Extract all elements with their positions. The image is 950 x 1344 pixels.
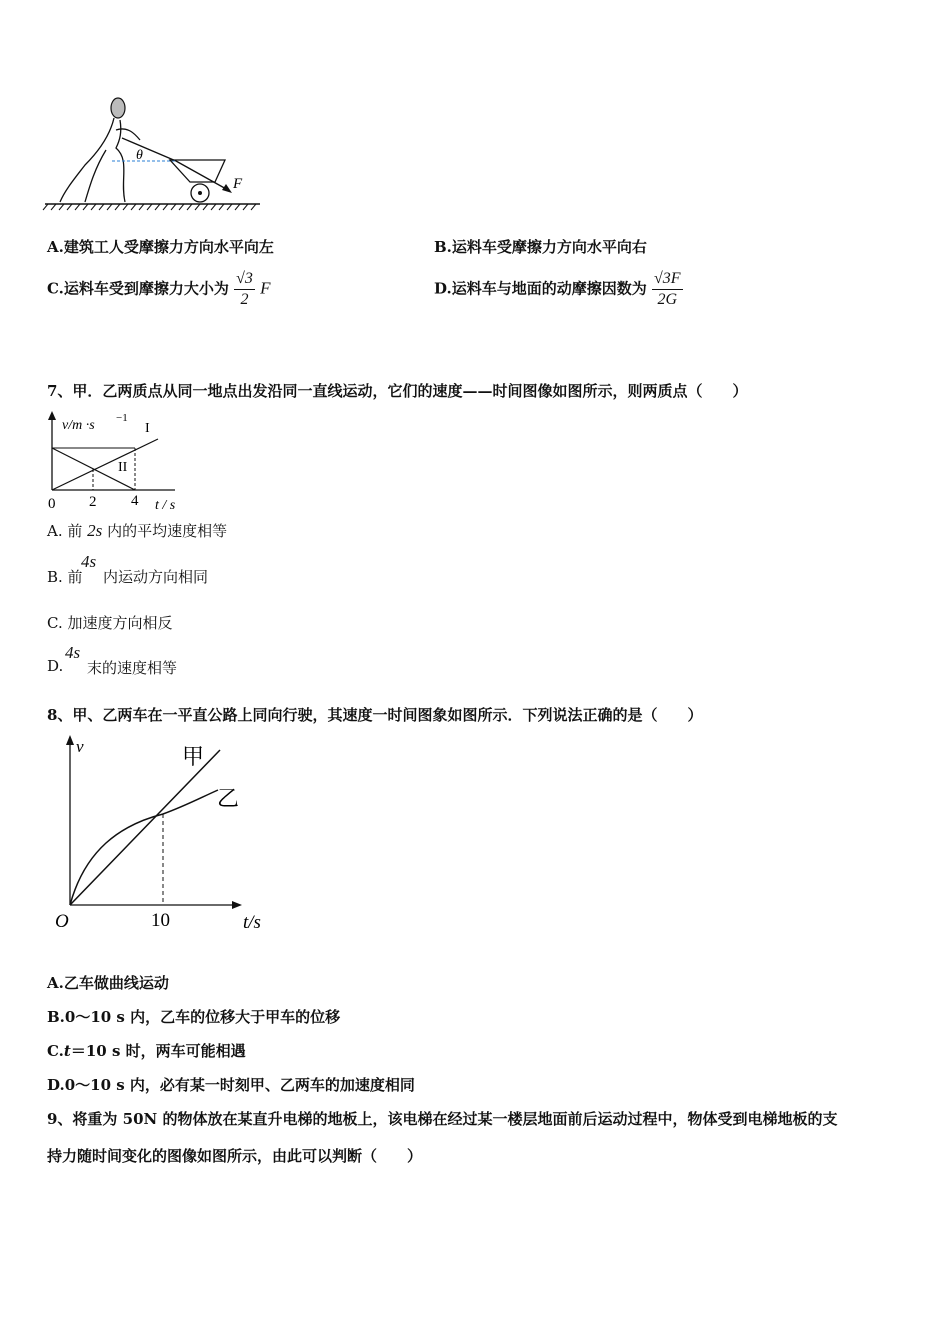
q7-option-a-symbol: 2s bbox=[87, 521, 103, 540]
series-i-line bbox=[52, 439, 158, 490]
q7-option-d-symbol: 4s bbox=[65, 643, 81, 662]
q6-option-c-fraction bbox=[234, 270, 255, 309]
q7-option-a bbox=[47, 520, 227, 541]
q6-option-a: A.建筑工人受摩擦力方向水平向左 bbox=[47, 238, 274, 256]
q6-option-d-numerator: √3F bbox=[652, 270, 683, 290]
q7-tick-0: 0 bbox=[48, 496, 56, 512]
q7-series-label-ii: II bbox=[118, 460, 128, 475]
q6-option-d-text: D.运料车与地面的动摩擦因数为 bbox=[434, 279, 647, 298]
q9-stem-line1: 9、将重为 50N 的物体放在某直升电梯的地板上，该电梯在经过某一楼层地面前后运动过程中，物体受到电梯地板的支 bbox=[47, 1110, 838, 1128]
q8-option-d: D.0～10 s 内，必有某一时刻甲、乙两车的加速度相同 bbox=[47, 1076, 415, 1094]
theta-label: θ bbox=[136, 148, 143, 163]
q8-tick-10: 10 bbox=[151, 910, 170, 931]
q7-option-d-prefix: D. bbox=[47, 657, 64, 675]
q7-tick-2: 2 bbox=[89, 494, 97, 510]
force-label: F bbox=[233, 176, 243, 192]
q6-option-c-denominator: 2 bbox=[240, 291, 249, 308]
q6-option-c-force: F bbox=[260, 278, 271, 298]
q6-option-c bbox=[47, 270, 271, 309]
q8-option-c bbox=[47, 1040, 246, 1061]
q8-series-label-jia: 甲 bbox=[182, 744, 205, 769]
q6-option-d-fraction bbox=[652, 270, 683, 309]
q7-tick-4: 4 bbox=[131, 493, 139, 509]
q8-vt-graph bbox=[50, 730, 280, 940]
q8-origin-label: O bbox=[55, 911, 69, 932]
q8-stem: 8、甲、乙两车在一平直公路上同向行驶，其速度一时间图象如图所示．下列说法正确的是（ ） bbox=[47, 706, 703, 724]
q7-stem: 7、甲．乙两质点从同一地点出发沿同一直线运动，它们的速度——时间图像如图所示，则两质点（ ） bbox=[47, 382, 748, 400]
q7-option-c: C. 加速度方向相反 bbox=[47, 614, 173, 632]
q7-ylabel-exp: −1 bbox=[116, 412, 128, 424]
q7-option-a-text: 内的平均速度相等 bbox=[107, 522, 228, 540]
q6-option-d-denominator: 2G bbox=[657, 291, 677, 308]
worker-cart-figure bbox=[40, 90, 270, 215]
series-jia-line bbox=[70, 750, 220, 905]
q7-option-b bbox=[47, 552, 247, 590]
q8-option-b: B.0～10 s 内，乙车的位移大于甲车的位移 bbox=[47, 1008, 341, 1026]
q8-ylabel: v bbox=[76, 737, 84, 756]
q7-ylabel: v/m ·s bbox=[62, 418, 95, 433]
q9-stem-line2: 持力随时间变化的图像如图所示，由此可以判断（ ） bbox=[47, 1147, 423, 1165]
q6-option-c-text: C.运料车受到摩擦力大小为 bbox=[47, 279, 229, 298]
q8-option-a: A.乙车做曲线运动 bbox=[47, 974, 169, 992]
q6-option-c-numerator: √3 bbox=[234, 270, 255, 290]
series-yi-curve bbox=[70, 790, 218, 905]
q6-option-d bbox=[434, 270, 683, 309]
q8-series-label-yi: 乙 bbox=[217, 786, 240, 811]
q8-xlabel: t/s bbox=[243, 912, 261, 933]
q8-option-c-t: t bbox=[63, 1042, 71, 1060]
q7-option-b-prefix: B. 前 bbox=[47, 568, 83, 586]
q7-option-a-prefix: A. 前 bbox=[47, 522, 83, 540]
q7-option-d bbox=[47, 643, 247, 681]
q7-xlabel: t / s bbox=[155, 498, 176, 513]
q7-series-label-i: I bbox=[145, 421, 150, 436]
q7-option-b-symbol: 4s bbox=[81, 552, 97, 571]
q7-option-b-text: 内运动方向相同 bbox=[103, 568, 209, 586]
q6-option-b: B.运料车受摩擦力方向水平向右 bbox=[434, 238, 647, 256]
q8-option-c-text: ＝10 s 时，两车可能相遇 bbox=[70, 1042, 246, 1060]
q7-vt-graph bbox=[40, 408, 200, 514]
q8-option-c-prefix: C. bbox=[47, 1042, 64, 1060]
q7-option-d-text: 末的速度相等 bbox=[87, 659, 178, 677]
